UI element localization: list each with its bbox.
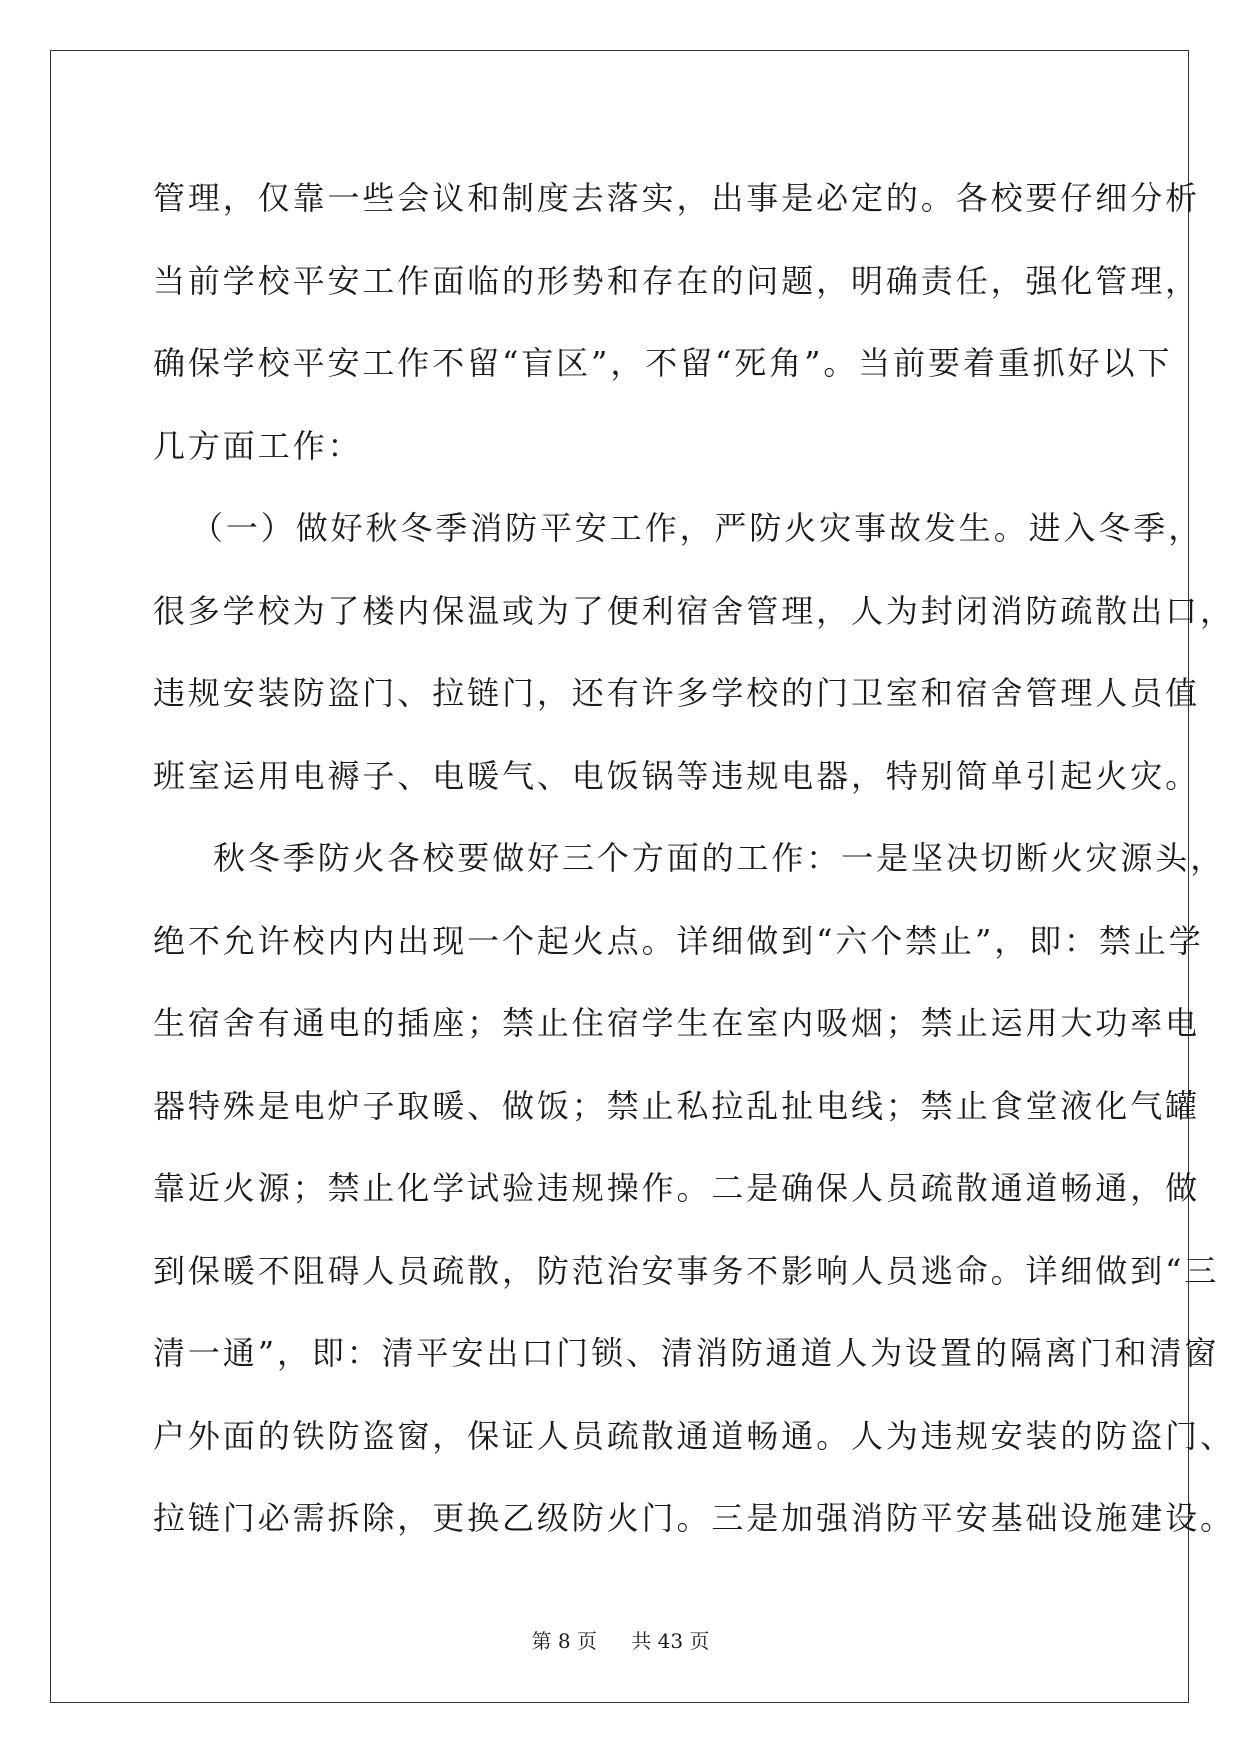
page-total: 共 43 页 (631, 1629, 710, 1653)
text-line: 生宿舍有通电的插座；禁止住宿学生在室内吸烟；禁止运用大功率电 (153, 1004, 1201, 1042)
text-line: 几方面工作： (153, 426, 363, 465)
text-line: （一）做好秋冬季消防平安工作，严防火灾事故发生。进入冬季， (191, 509, 1204, 547)
text-line: 违规安装防盗门、拉链门，还有许多学校的门卫室和宿舍管理人员值 (153, 674, 1201, 712)
text-line: 靠近火源；禁止化学试验违规操作。二是确保人员疏散通道畅通，做 (153, 1169, 1201, 1207)
text-line: 器特殊是电炉子取暖、做饭；禁止私拉乱扯电线；禁止食堂液化气罐 (153, 1086, 1201, 1125)
text-line: 户外面的铁防盗窗，保证人员疏散通道畅通。人为违规安装的防盗门、 (153, 1416, 1235, 1455)
text-line: 当前学校平安工作面临的形势和存在的问题，明确责任，强化管理， (153, 261, 1201, 300)
text-line: 到保暖不阻碍人员疏散，防范治安事务不影响人员逃命。详细做到“三 (153, 1251, 1220, 1290)
text-line: 绝不允许校内内出现一个起火点。详细做到“六个禁止”，即：禁止学 (153, 921, 1204, 960)
text-line: 清一通”，即：清平安出口门锁、清消防通道人为设置的隔离门和清窗 (153, 1334, 1220, 1372)
text-line: 管理，仅靠一些会议和制度去落实，出事是必定的。各校要仔细分析 (153, 179, 1201, 217)
text-line: 班室运用电褥子、电暖气、电饭锅等违规电器，特别简单引起火灾。 (153, 756, 1201, 795)
text-line: 确保学校平安工作不留“盲区”，不留“死角”。当前要着重抓好以下 (153, 344, 1173, 382)
text-line: 拉链门必需拆除，更换乙级防火门。三是加强消防平安基础设施建设。 (153, 1499, 1235, 1537)
page-footer (0, 1625, 1241, 1654)
document-body (153, 157, 1235, 1560)
page-number: 第 8 页 (531, 1629, 597, 1653)
text-line: 很多学校为了楼内保温或为了便利宿舍管理，人为封闭消防疏散出口， (153, 591, 1235, 630)
text-line: 秋冬季防火各校要做好三个方面的工作：一是坚决切断火灾源头， (213, 839, 1226, 877)
